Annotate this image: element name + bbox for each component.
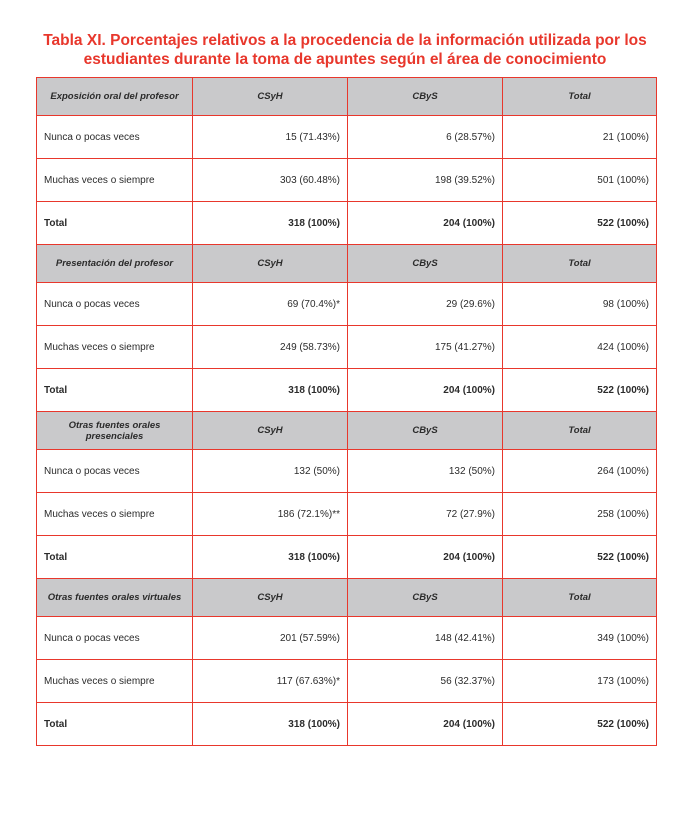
cell-total: 173 (100%) <box>503 660 657 703</box>
cell-cbys: 6 (28.57%) <box>348 116 503 159</box>
total-row <box>37 703 657 746</box>
cell-cbys: 198 (39.52%) <box>348 159 503 202</box>
row-label: Muchas veces o siempre <box>37 326 193 369</box>
table-row <box>37 326 657 369</box>
cell-total: 522 (100%) <box>503 202 657 245</box>
row-label: Nunca o pocas veces <box>37 617 193 660</box>
row-label: Nunca o pocas veces <box>37 450 193 493</box>
section-title: Exposición oral del profesor <box>37 78 193 116</box>
cell-csyh: 318 (100%) <box>193 536 348 579</box>
column-header-cbys: CByS <box>348 78 503 116</box>
cell-csyh: 117 (67.63%)* <box>193 660 348 703</box>
section-header-row <box>37 412 657 450</box>
cell-total: 98 (100%) <box>503 283 657 326</box>
section-header-row <box>37 245 657 283</box>
table-row <box>37 660 657 703</box>
cell-cbys: 72 (27.9%) <box>348 493 503 536</box>
column-header-cbys: CByS <box>348 412 503 450</box>
cell-cbys: 204 (100%) <box>348 536 503 579</box>
section-header-row <box>37 78 657 116</box>
title-line-2: estudiantes durante la toma de apuntes según el área de conocimiento <box>83 51 607 68</box>
cell-cbys: 132 (50%) <box>348 450 503 493</box>
table-row <box>37 493 657 536</box>
table-row <box>37 159 657 202</box>
cell-csyh: 15 (71.43%) <box>193 116 348 159</box>
cell-cbys: 204 (100%) <box>348 369 503 412</box>
cell-csyh: 318 (100%) <box>193 202 348 245</box>
column-header-csyh: CSyH <box>193 245 348 283</box>
column-header-cbys: CByS <box>348 579 503 617</box>
cell-csyh: 201 (57.59%) <box>193 617 348 660</box>
cell-cbys: 204 (100%) <box>348 703 503 746</box>
cell-total: 522 (100%) <box>503 703 657 746</box>
cell-total: 21 (100%) <box>503 116 657 159</box>
row-label: Total <box>37 202 193 245</box>
column-header-total: Total <box>503 78 657 116</box>
column-header-total: Total <box>503 579 657 617</box>
row-label: Muchas veces o siempre <box>37 660 193 703</box>
cell-total: 424 (100%) <box>503 326 657 369</box>
table-row <box>37 450 657 493</box>
section-title: Otras fuentes orales virtuales <box>37 579 193 617</box>
cell-total: 501 (100%) <box>503 159 657 202</box>
row-label: Total <box>37 703 193 746</box>
cell-cbys: 56 (32.37%) <box>348 660 503 703</box>
cell-csyh: 303 (60.48%) <box>193 159 348 202</box>
cell-total: 264 (100%) <box>503 450 657 493</box>
row-label: Nunca o pocas veces <box>37 283 193 326</box>
cell-csyh: 249 (58.73%) <box>193 326 348 369</box>
cell-total: 522 (100%) <box>503 536 657 579</box>
row-label: Total <box>37 369 193 412</box>
cell-total: 258 (100%) <box>503 493 657 536</box>
data-table <box>36 77 657 746</box>
column-header-csyh: CSyH <box>193 579 348 617</box>
row-label: Muchas veces o siempre <box>37 159 193 202</box>
cell-cbys: 29 (29.6%) <box>348 283 503 326</box>
title-line-1: Tabla XI. Porcentajes relativos a la procedencia de la información utilizada por los <box>43 32 647 49</box>
section-header-row <box>37 579 657 617</box>
section-title: Otras fuentes orales presenciales <box>37 412 193 450</box>
row-label: Muchas veces o siempre <box>37 493 193 536</box>
cell-csyh: 318 (100%) <box>193 703 348 746</box>
table-row <box>37 283 657 326</box>
column-header-total: Total <box>503 412 657 450</box>
cell-total: 522 (100%) <box>503 369 657 412</box>
cell-cbys: 204 (100%) <box>348 202 503 245</box>
section-title: Presentación del profesor <box>37 245 193 283</box>
cell-cbys: 148 (42.41%) <box>348 617 503 660</box>
row-label: Nunca o pocas veces <box>37 116 193 159</box>
table-row <box>37 617 657 660</box>
column-header-csyh: CSyH <box>193 412 348 450</box>
cell-csyh: 318 (100%) <box>193 369 348 412</box>
row-label: Total <box>37 536 193 579</box>
total-row <box>37 369 657 412</box>
cell-csyh: 186 (72.1%)** <box>193 493 348 536</box>
total-row <box>37 202 657 245</box>
cell-csyh: 69 (70.4%)* <box>193 283 348 326</box>
cell-cbys: 175 (41.27%) <box>348 326 503 369</box>
table-title <box>20 31 670 69</box>
column-header-csyh: CSyH <box>193 78 348 116</box>
table-row <box>37 116 657 159</box>
cell-csyh: 132 (50%) <box>193 450 348 493</box>
cell-total: 349 (100%) <box>503 617 657 660</box>
total-row <box>37 536 657 579</box>
column-header-total: Total <box>503 245 657 283</box>
column-header-cbys: CByS <box>348 245 503 283</box>
